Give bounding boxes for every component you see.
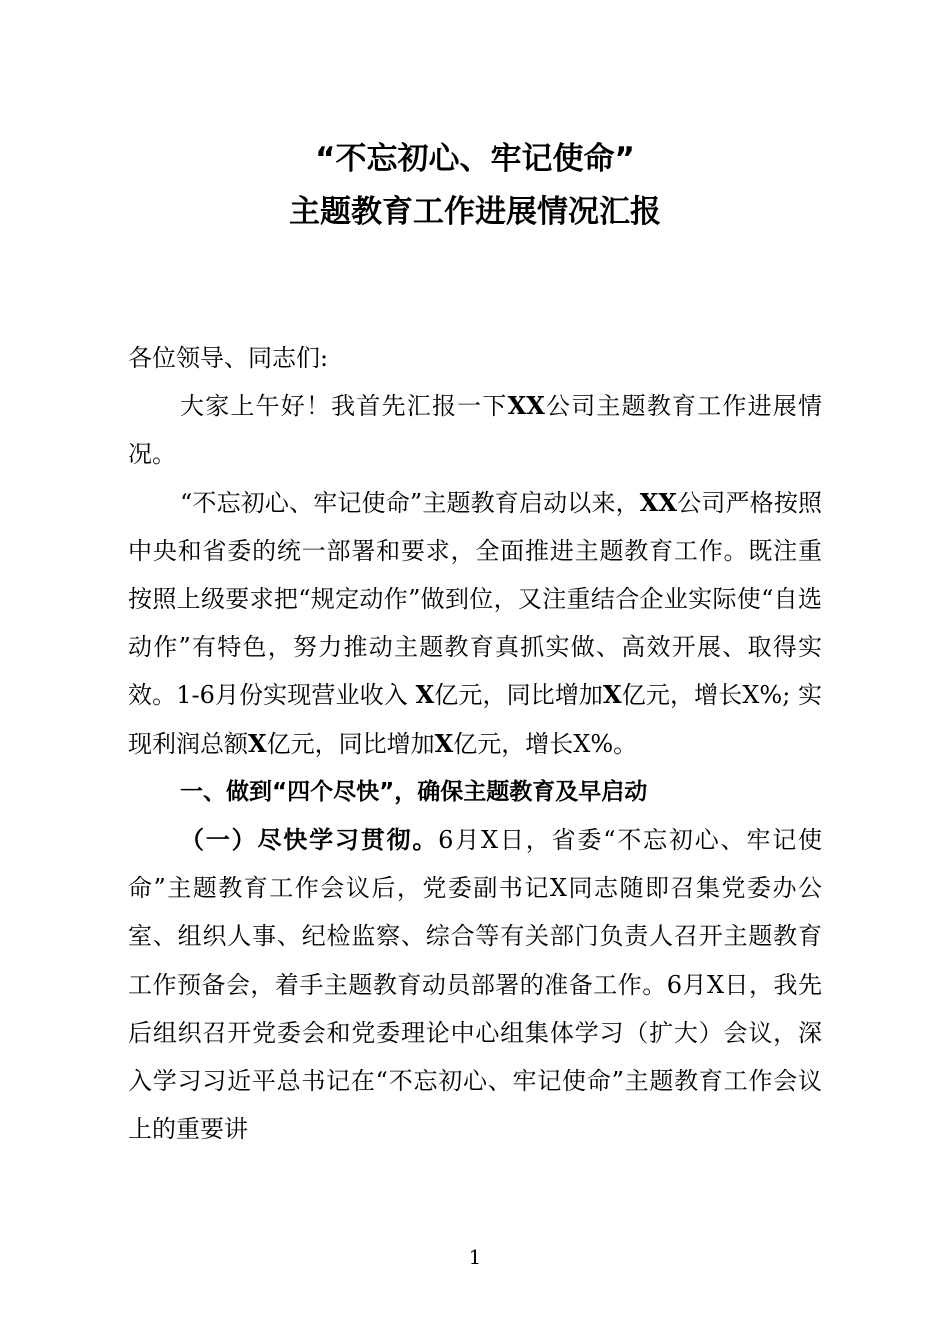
document-title-line-1: “不忘初心、牢记使命” [315,141,635,177]
paragraph-greeting [128,382,822,478]
document-title-line-2: 主题教育工作进展情况汇报 [289,194,661,230]
paragraph-overview-text-i: 亿元，同比增加 [266,729,435,758]
paragraph-overview-text-c: 公司严格按照中央和省委的统一部署和要求，全面推进主题教育工作。既注重按照上级要求把“规定动作”做到位，又注重结合企业实际使“自选动作”有特色，努力推动主题教育真抓实做、高效开展、取得实效。1-6月份实现营业收入 [128,488,823,710]
paragraph-section-1-1-text: 6月X日，省委“不忘初心、牢记使命”主题教育工作会议后，党委副书记X同志随即召集党委办公室、组织人事、纪检监察、综合等有关部门负责人召开主题教育工作预备会，着手主题教育动员部署的准备工作。6月X日，我先后组织召开党委会和党委理论中心组集体学习（扩大）会议，深入学习习近平总书记在“不忘初心、牢记使命”主题教育工作会议上的重要讲 [128,826,823,1144]
paragraph-greeting-text-c: 公司主题教育工作进展情况。 [128,392,823,469]
paragraph-overview-text-a: “不忘初心、牢记使命”主题教育启动以来， [180,488,640,517]
paragraph-overview-text-k: 亿元，增长X%。 [453,729,638,758]
revenue-increase-placeholder: X [603,680,622,710]
paragraph-overview [128,479,822,768]
section-heading-1: 一、做到“四个尽快”，确保主题教育及早启动 [180,778,648,805]
paragraph-section-1-1 [128,816,822,1153]
document-body [128,334,822,1153]
salutation: 各位领导、同志们: [128,344,329,372]
profit-placeholder: X [248,728,267,758]
company-placeholder: XX [507,391,545,421]
sub-heading-1-1: （一）尽快学习贯彻。 [180,826,439,855]
company-placeholder: XX [639,487,678,517]
paragraph-overview-text-g: 亿元，增长X%; 实现利润总额 [128,681,823,758]
revenue-placeholder: X [415,680,435,710]
paragraph-overview-text-e: 亿元，同比增加 [434,681,604,710]
profit-increase-placeholder: X [434,728,454,758]
paragraph-greeting-text-a: 大家上午好！我首先汇报一下 [180,392,508,421]
page-number: 1 [468,1245,482,1269]
